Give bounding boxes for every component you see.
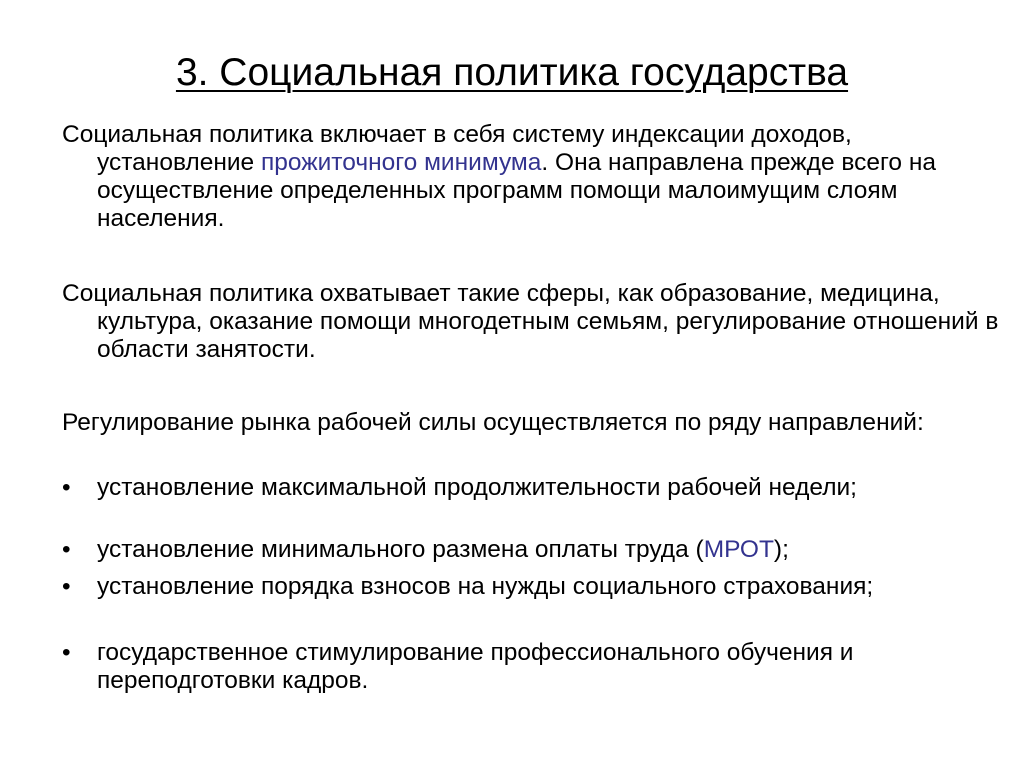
bullet-icon: • xyxy=(62,474,71,501)
paragraph-social-policy-definition xyxy=(62,121,987,233)
bullet-item xyxy=(62,474,1024,502)
paragraph-labor-market: Регулирование рынка рабочей силы осуществляется по ряду направлений: xyxy=(62,409,924,436)
text: Социальная политика включает в себя систему индексации доходов, установление xyxy=(62,121,852,176)
bullet-item xyxy=(62,536,1024,564)
bullet-icon: • xyxy=(62,639,71,666)
bullet-text: установление максимальной продолжительности рабочей недели; xyxy=(97,474,857,501)
bullet-text: установление минимального размена оплаты труда ( xyxy=(97,536,704,563)
bullet-item xyxy=(62,573,897,601)
bullet-text: установление порядка взносов на нужды социального страхования; xyxy=(97,573,874,600)
bullet-text: государственное стимулирование профессионального обучения и переподготовки кадров. xyxy=(97,639,854,694)
link-subsistence-minimum[interactable]: прожиточного минимума xyxy=(260,149,542,176)
bullet-text: ); xyxy=(773,536,789,563)
text: . Она направлена прежде всего на осуществление определенных программ помощи малоимущим слоям населения. xyxy=(97,149,937,232)
bullet-item xyxy=(62,639,897,695)
paragraph-social-policy-spheres: Социальная политика охватывает такие сферы, как образование, медицина, культура, оказание помощи многодетным семьям, регулирование отношений в области занятости. xyxy=(62,280,999,363)
bullet-icon: • xyxy=(62,573,71,600)
slide-title-text: 3. Социальная политика государства xyxy=(175,51,849,94)
link-mrot[interactable]: МРОТ xyxy=(703,536,774,563)
slide-title xyxy=(0,50,1024,96)
bullet-icon: • xyxy=(62,536,71,563)
